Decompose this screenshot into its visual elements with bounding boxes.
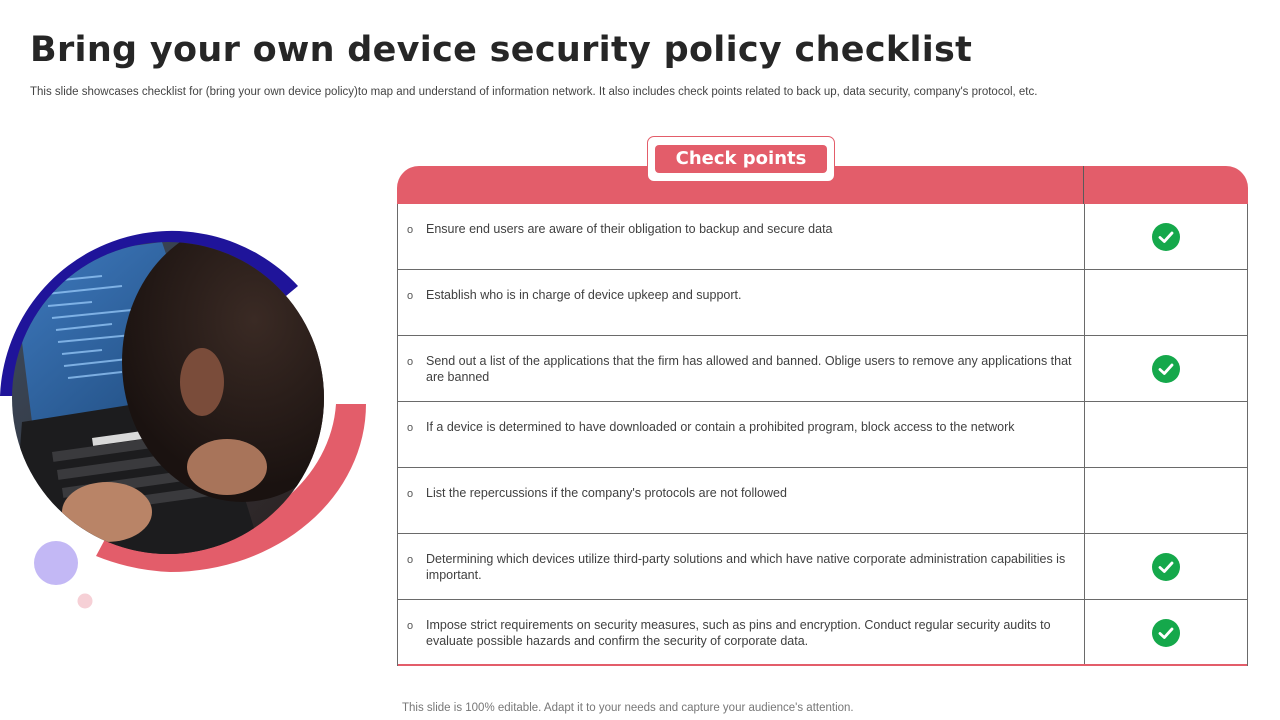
table-row bbox=[398, 402, 1247, 468]
bullet-icon: o bbox=[407, 422, 414, 434]
person-typing-on-laptop-photo bbox=[12, 242, 324, 554]
table-row bbox=[398, 600, 1247, 666]
check-points-header bbox=[647, 136, 835, 182]
checkpoint-text: If a device is determined to have downloaded or contain a prohibited program, block access to the network bbox=[426, 420, 1015, 434]
column-divider bbox=[1084, 534, 1085, 599]
column-divider bbox=[1084, 468, 1085, 533]
check-circle-icon bbox=[1152, 223, 1180, 251]
column-divider bbox=[1084, 600, 1085, 664]
table-row bbox=[398, 204, 1247, 270]
header-column-divider bbox=[1083, 166, 1084, 204]
slide-footer: This slide is 100% editable. Adapt it to your needs and capture your audience's attention. bbox=[402, 702, 854, 714]
table-row bbox=[398, 336, 1247, 402]
slide-subtitle: This slide showcases checklist for (bring your own device policy)to map and understand of information network. It also includes check points related to back up, data security, company's protocol, etc. bbox=[30, 86, 1038, 98]
check-circle-icon bbox=[1152, 619, 1180, 647]
checkpoint-text: List the repercussions if the company's protocols are not followed bbox=[426, 486, 787, 500]
check-circle-icon bbox=[1152, 553, 1180, 581]
bullet-icon: o bbox=[407, 620, 414, 632]
checkpoint-text: Determining which devices utilize third-party solutions and which have native corporate administration capabilities is important. bbox=[426, 552, 1066, 582]
check-points-label: Check points bbox=[655, 145, 827, 173]
bullet-icon: o bbox=[407, 290, 414, 302]
decorative-image-cluster bbox=[0, 0, 380, 640]
column-divider bbox=[1084, 270, 1085, 335]
table-row bbox=[398, 270, 1247, 336]
column-divider bbox=[1084, 204, 1085, 269]
bullet-icon: o bbox=[407, 554, 414, 566]
table-row bbox=[398, 468, 1247, 534]
pink-dot bbox=[78, 594, 93, 609]
checklist-table bbox=[397, 136, 1248, 669]
table-row bbox=[398, 534, 1247, 600]
checkpoint-text: Ensure end users are aware of their obligation to backup and secure data bbox=[426, 222, 833, 236]
bullet-icon: o bbox=[407, 224, 414, 236]
checkpoint-text: Establish who is in charge of device upkeep and support. bbox=[426, 288, 742, 302]
bullet-icon: o bbox=[407, 356, 414, 368]
bullet-icon: o bbox=[407, 488, 414, 500]
checkpoint-text: Send out a list of the applications that the firm has allowed and banned. Oblige users to remove any applications that are banned bbox=[426, 354, 1072, 384]
column-divider bbox=[1084, 402, 1085, 467]
checkpoint-text: Impose strict requirements on security measures, such as pins and encryption. Conduct regular security audits to evaluate possible hazards and confirm the security of corporate data. bbox=[426, 618, 1051, 648]
table-body bbox=[397, 204, 1248, 666]
column-divider bbox=[1084, 336, 1085, 401]
check-circle-icon bbox=[1152, 355, 1180, 383]
lavender-dot bbox=[34, 541, 78, 585]
slide-title: Bring your own device security policy checklist bbox=[30, 30, 973, 70]
